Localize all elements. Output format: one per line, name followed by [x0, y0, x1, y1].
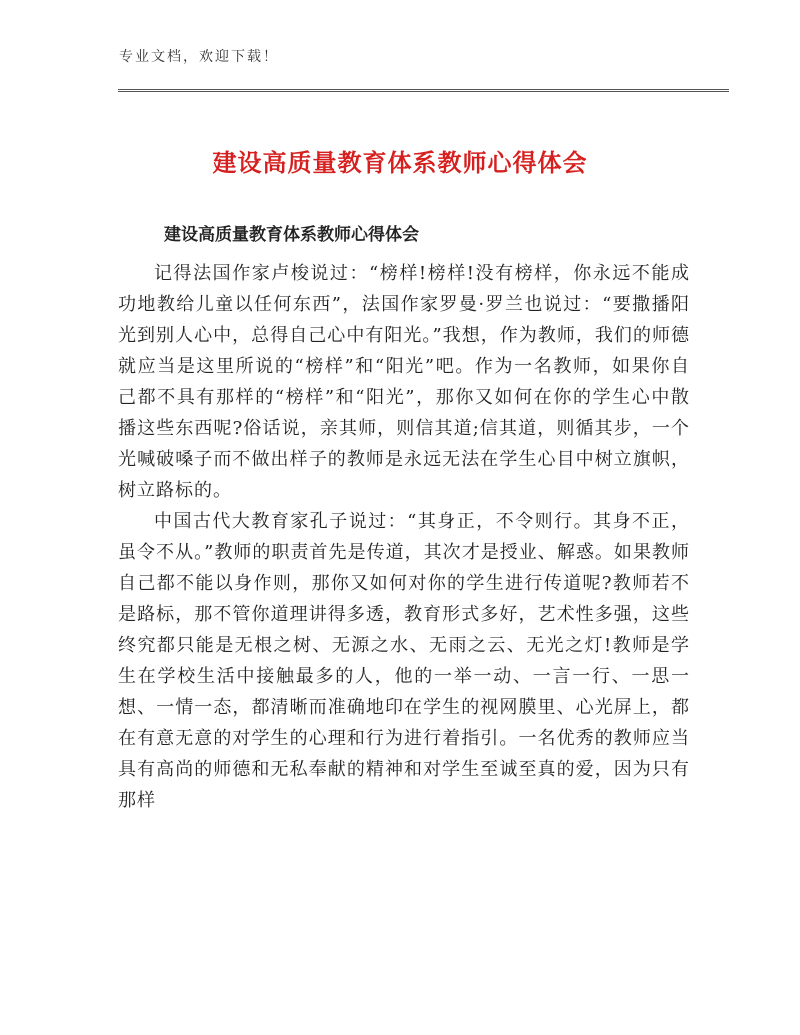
- page-header: 专业文档，欢迎下载！: [119, 49, 279, 65]
- paragraph: 中国古代大教育家孔子说过：“其身正，不令则行。其身不正，虽令不从。”教师的职责首先是传道，其次才是授业、解惑。如果教师自己都不能以身作则，那你又如何对你的学生进行传道呢?教师若不是路标，那不管你道理讲得多透，教育形式多好，艺术性多强，这些终究都只能是无根之树、无源之水、无雨之云、无光之灯!教师是学生在学校生活中接触最多的人，他的一举一动、一言一行、一思一想、一情一态，都清晰而准确地印在学生的视网膜里、心光屏上，都在有意无意的对学生的心理和行为进行着指引。一名优秀的教师应当具有高尚的师德和无私奉献的精神和对学生至诚至真的爱，因为只有那样: [118, 511, 690, 811]
- document-subtitle: 建设高质量教育体系教师心得体会: [164, 225, 419, 245]
- document-title: 建设高质量教育体系教师心得体会: [212, 149, 588, 177]
- paragraph: 记得法国作家卢梭说过：“榜样!榜样!没有榜样，你永远不能成功地教给儿童以任何东西”，法国作家罗曼·罗兰也说过：“要撒播阳光到别人心中，总得自己心中有阳光。”我想，作为教师，我们的师德就应当是这里所说的“榜样”和“阳光”吧。作为一名教师，如果你自己都不具有那样的“榜样”和“阳光”，那你又如何在你的学生心中散播这些东西呢?俗话说，亲其师，则信其道;信其道，则循其步，一个光喊破嗓子而不做出样子的教师是永远无法在学生心目中树立旗帜，树立路标的。: [118, 263, 690, 501]
- header-divider: [118, 89, 729, 92]
- document-body: [118, 258, 690, 816]
